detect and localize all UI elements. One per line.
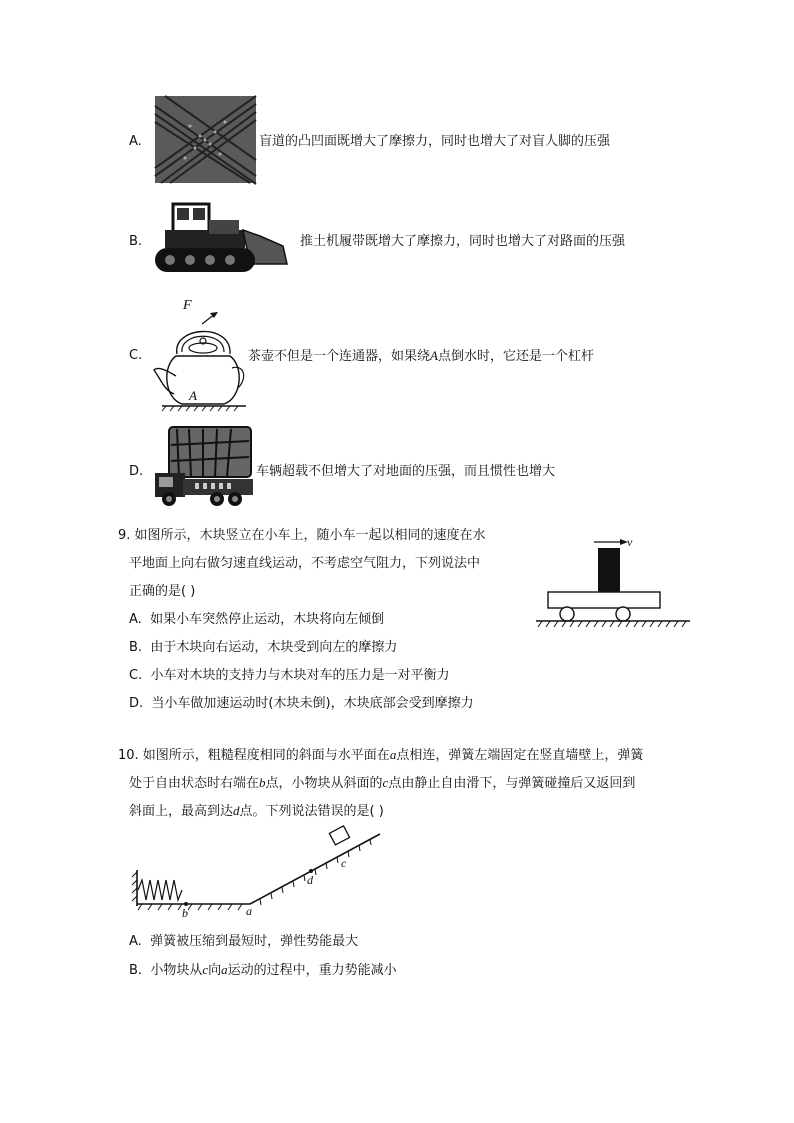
q8-option-a-letter: A. bbox=[129, 134, 142, 149]
q10-stem-l3-pre: 斜面上，最高到达 bbox=[129, 804, 234, 819]
q9-option-a-letter: A. bbox=[129, 612, 142, 627]
q9-option-b-letter: B. bbox=[129, 640, 143, 655]
q10-option-b-mid: 向 bbox=[208, 963, 222, 978]
q9-option-d bbox=[129, 695, 474, 713]
q9-option-b bbox=[129, 639, 397, 657]
q8-option-b-letter: B. bbox=[129, 234, 143, 249]
q10-option-b-c: c bbox=[202, 962, 209, 977]
figure-point-c: c bbox=[341, 856, 347, 870]
q10-stem-line-2 bbox=[129, 774, 635, 793]
spring-slope-diagram bbox=[130, 828, 390, 918]
overloaded-truck-image bbox=[155, 427, 255, 507]
q10-option-b bbox=[129, 961, 397, 980]
q9-option-c-text: 小车对木块的支持力与木块对车的压力是一对平衡力 bbox=[150, 668, 450, 683]
q8-option-c-letter: C. bbox=[129, 348, 143, 363]
figure-point-a: a bbox=[246, 904, 252, 918]
q8-option-c-text bbox=[248, 347, 594, 366]
q9-stem-line-1: 9. 如图所示，木块竖立在小车上，随小车一起以相同的速度在水 bbox=[118, 528, 486, 543]
q10-stem-l3-post: 点。下列说法错误的是( ) bbox=[239, 804, 384, 819]
q10-option-b-a: a bbox=[221, 962, 228, 977]
teapot-pivot-label: A bbox=[189, 388, 197, 403]
q9-option-a bbox=[129, 611, 384, 629]
q10-stem-line-3 bbox=[129, 802, 384, 821]
q10-stem-line-1 bbox=[118, 746, 643, 765]
q10-option-b-letter: B. bbox=[129, 963, 143, 978]
bulldozer-image bbox=[155, 200, 295, 280]
q10-stem-l2-pre: 处于自由状态时右端在 bbox=[129, 776, 260, 791]
q10-stem-l1-post: 点相连，弹簧左端固定在竖直墙壁上，弹簧 bbox=[396, 748, 644, 763]
q8-option-b-text: 推土机履带既增大了摩擦力，同时也增大了对路面的压强 bbox=[300, 234, 626, 249]
q10-stem-l2-mid: 点，小物块从斜面的 bbox=[265, 776, 383, 791]
cart-velocity-label: v bbox=[627, 535, 633, 549]
figure-point-b: b bbox=[182, 906, 188, 920]
q9-stem-line-3: 正确的是( ) bbox=[129, 584, 196, 599]
q10-stem-l2-b: b bbox=[259, 775, 266, 790]
q8-option-c-text-pre: 茶壶不但是一个连通器，如果绕 bbox=[248, 349, 431, 364]
q9-option-d-text: 当小车做加速运动时(木块未倒)，木块底部会受到摩擦力 bbox=[151, 696, 474, 711]
q10-option-a-text: 弹簧被压缩到最短时，弹性势能最大 bbox=[150, 934, 359, 949]
q8-option-d-letter: D. bbox=[129, 464, 144, 479]
q10-option-b-pre: 小物块从 bbox=[150, 963, 203, 978]
q9-option-c-letter: C. bbox=[129, 668, 143, 683]
teapot-force-label: F bbox=[183, 298, 192, 313]
q8-option-c-text-post: 点倒水时，它还是一个杠杆 bbox=[437, 349, 594, 364]
cart-block-diagram bbox=[534, 532, 694, 632]
figure-point-d: d bbox=[307, 873, 313, 887]
q10-option-a bbox=[129, 933, 358, 951]
q9-stem-line-2: 平地面上向右做匀速直线运动，不考虑空气阻力，下列说法中 bbox=[129, 556, 481, 571]
teapot-diagram bbox=[152, 300, 252, 412]
q10-stem-l2-post: 点由静止自由滑下，与弹簧碰撞后又返回到 bbox=[388, 776, 636, 791]
q9-option-a-text: 如果小车突然停止运动，木块将向左倾倒 bbox=[150, 612, 385, 627]
q8-option-c-point: A bbox=[430, 348, 438, 363]
q9-option-c bbox=[129, 667, 450, 685]
tactile-paving-image bbox=[155, 96, 256, 183]
q8-option-d-text: 车辆超载不但增大了对地面的压强，而且惯性也增大 bbox=[256, 464, 556, 479]
q9-option-d-letter: D. bbox=[129, 696, 144, 711]
q10-stem-l3-d: d bbox=[233, 803, 240, 818]
q10-stem-l1-pre: 10. 如图所示，粗糙程度相同的斜面与水平面在 bbox=[118, 748, 390, 763]
q10-stem-l1-a: a bbox=[389, 747, 397, 762]
q10-option-b-post: 运动的过程中，重力势能减小 bbox=[227, 963, 397, 978]
q10-stem-l2-c: c bbox=[382, 775, 389, 790]
q9-option-b-text: 由于木块向右运动，木块受到向左的摩擦力 bbox=[150, 640, 398, 655]
q8-option-a-text: 盲道的凸凹面既增大了摩擦力，同时也增大了对盲人脚的压强 bbox=[259, 134, 611, 149]
q10-option-a-letter: A. bbox=[129, 934, 142, 949]
